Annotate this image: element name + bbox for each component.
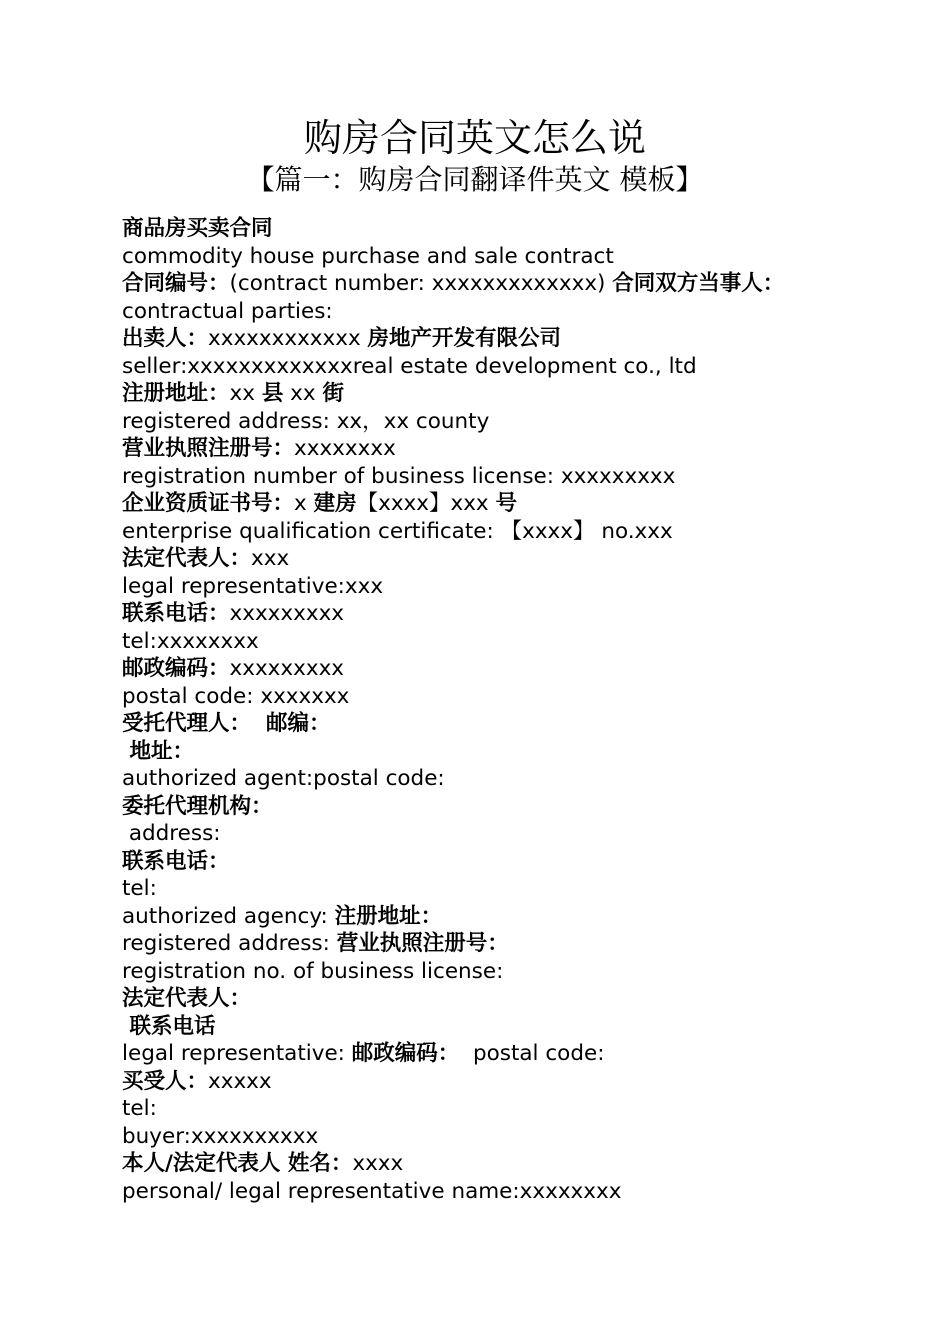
bold-text: 街 [322,381,344,406]
text: xxxxxxxxxxxx [208,326,368,351]
bold-text: 商品房买卖合同 [122,216,273,241]
text-line [122,765,882,793]
text: registration number of business license: xxxxxxxxx [122,463,676,489]
text: xx [283,381,323,406]
text: xxxxxxxxx [229,656,345,681]
text-line [122,1150,882,1178]
text: authorized agency: [122,903,335,929]
text-line [122,215,882,243]
text: xxx [251,546,290,571]
text: seller:xxxxxxxxxxxxxreal estate development co., ltd [122,353,697,379]
text-line [122,820,882,848]
text-line [122,985,882,1013]
text-line [122,270,882,298]
text-line [122,325,882,353]
text-line [122,903,882,931]
bold-text: 合同双方当事人： [612,271,785,296]
text-line [122,738,882,766]
bold-text: 房地产开发有限公司 [367,326,562,351]
text-line [122,435,882,463]
text-line [122,463,882,491]
text: registration no. of business license: [122,958,504,984]
text: x [294,491,314,516]
text-line [122,930,882,958]
bold-text: 买受人： [122,1068,209,1094]
bold-text: 号 [495,491,518,516]
bold-text: 邮政编码： [351,1041,460,1066]
text-line [122,408,882,436]
bold-text: 地址： [122,738,194,764]
document-title: 购房合同英文怎么说 [303,116,646,160]
bold-text: 邮政编码： [122,656,230,681]
text-line [122,655,882,683]
text: commodity house purchase and sale contract [122,243,614,269]
text-line [122,298,882,326]
text: contractual parties: [122,298,333,324]
bold-text: 合同编号： [122,271,230,296]
text: tel: [122,876,157,901]
text-line [122,1068,882,1096]
bold-text: 注册地址： [334,903,443,929]
contract-body [122,215,882,1205]
bold-text: 法定代表人： [122,986,252,1011]
bold-text: 出卖人： [122,326,209,351]
text: xx [229,381,262,406]
text: enterprise qualification certificate: 【xxxx】 no.xxx [122,518,673,544]
text-line [122,243,882,271]
text: address: [122,821,221,846]
bold-text: 法定代表人： [122,546,252,571]
bold-text: 联系电话： [122,601,230,626]
bold-text: 联系电话 [122,1013,216,1039]
text-line [122,518,882,546]
bold-text: 委托代理机构： [122,793,273,819]
bold-text: 受托代理人： 邮编： [122,711,331,736]
text: legal representative:xxx [122,573,384,599]
text-line [122,1040,882,1068]
text-line [122,353,882,381]
text: 【xxxx】xxx [356,491,496,516]
text-line [122,875,882,903]
text-line [122,1178,882,1206]
text: (contract number: xxxxxxxxxxxxx) [229,271,613,296]
text-line [122,683,882,711]
bold-text: 营业执照注册号： [122,436,295,461]
text-line [122,380,882,408]
text-line [122,793,882,821]
text: xxxx [352,1151,404,1176]
text: registered address: [122,931,337,956]
text-line [122,848,882,876]
text-line [122,573,882,601]
text-line [122,1013,882,1041]
text: postal code: [459,1041,605,1066]
bold-text: 企业资质证书号： [122,491,295,516]
bold-text: 县 [261,381,284,406]
text: tel:xxxxxxxx [122,628,259,654]
text-line [122,958,882,986]
bold-text: 联系电话： [122,848,230,874]
text-line [122,628,882,656]
text: postal code: xxxxxxx [122,683,350,709]
document-subtitle: 【篇一：购房合同翻译件英文 模板】 [246,163,704,196]
text-line [122,710,882,738]
text: buyer:xxxxxxxxxx [122,1123,319,1149]
bold-text: 本人/法定代表人 姓名： [122,1151,353,1176]
text: legal representative: [122,1041,352,1066]
text-line [122,600,882,628]
text: xxxxx [208,1068,272,1094]
bold-text: 建房 [313,491,357,516]
text-line [122,545,882,573]
text: xxxxxxxxx [229,601,345,626]
text: registered address: xx，xx county [122,408,490,434]
text: tel: [122,1096,157,1121]
text: authorized agent:postal code: [122,766,445,791]
bold-text: 注册地址： [122,381,230,406]
text-line [122,490,882,518]
text: personal/ legal representative name:xxxxxxxx [122,1178,622,1204]
bold-text: 营业执照注册号： [336,931,509,956]
text: xxxxxxxx [294,436,396,461]
text-line [122,1095,882,1123]
text-line [122,1123,882,1151]
